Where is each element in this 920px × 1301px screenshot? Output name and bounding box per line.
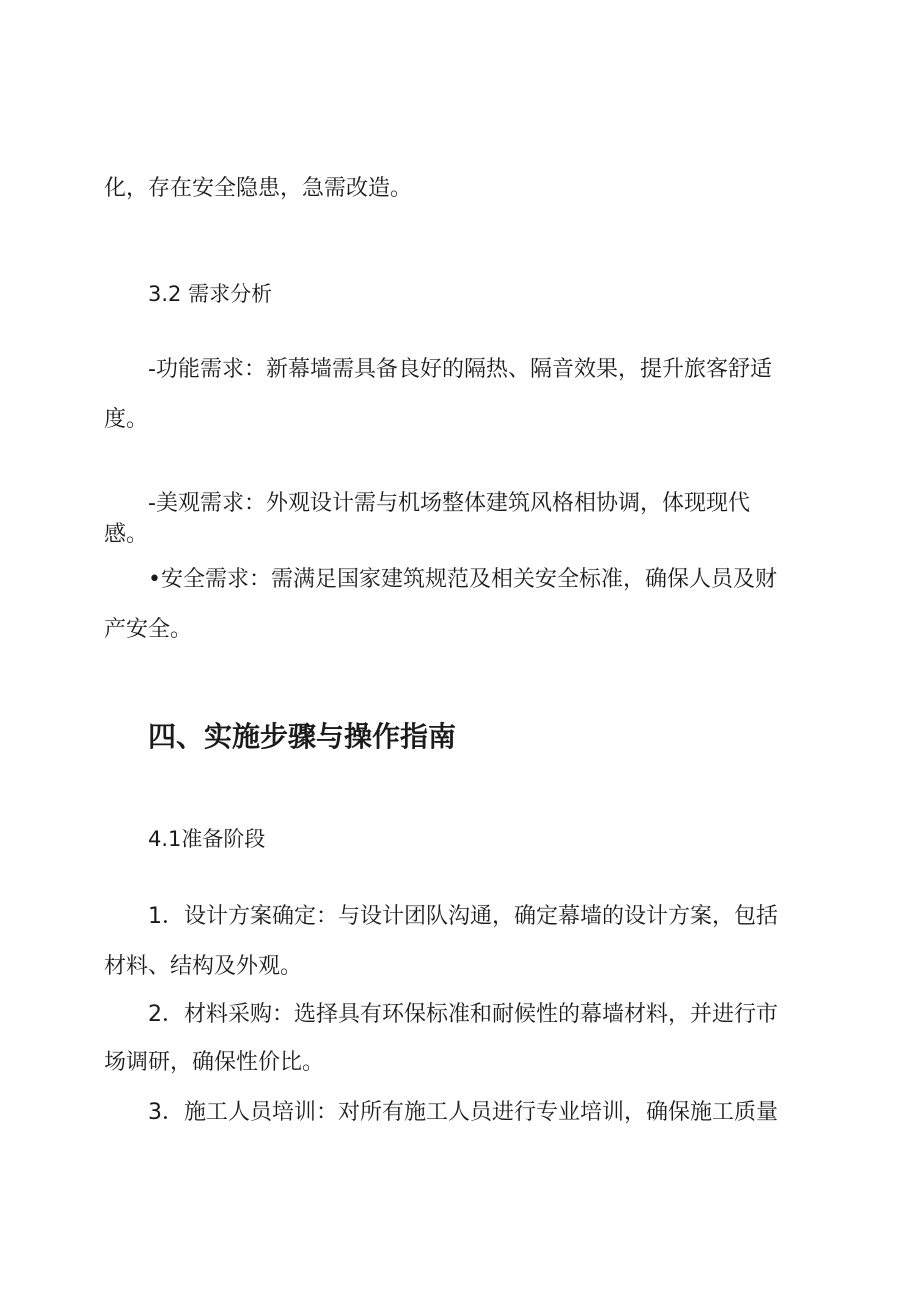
step-3-line: 3．施工人员培训：对所有施工人员进行专业培训，确保施工质量	[148, 1100, 778, 1125]
step-2-line: 2．材料采购：选择具有环保标准和耐候性的幕墙材料，并进行市	[148, 1002, 778, 1027]
step-1-line: 1．设计方案确定：与设计团队沟通，确定幕墙的设计方案，包括	[148, 904, 778, 929]
chapter-heading-4: 四、实施步骤与操作指南	[148, 720, 457, 753]
paragraph-line: 化，存在安全隐患，急需改造。	[104, 176, 413, 201]
safety-requirement-line: •安全需求：需满足国家建筑规范及相关安全标准，确保人员及财	[148, 567, 777, 592]
section-title-3-2: 3.2 需求分析	[148, 282, 273, 306]
functional-requirement-line: -功能需求：新幕墙需具备良好的隔热、隔音效果，提升旅客舒适	[148, 357, 772, 382]
aesthetic-requirement-line-cont: 感。	[104, 522, 149, 547]
safety-requirement-line-cont: 产安全。	[104, 617, 193, 642]
step-2-line-cont: 场调研，确保性价比。	[104, 1050, 325, 1075]
aesthetic-requirement-line: -美观需求：外观设计需与机场整体建筑风格相协调，体现现代	[148, 491, 750, 516]
section-title-4-1: 4.1准备阶段	[148, 827, 266, 851]
step-1-line-cont: 材料、结构及外观。	[104, 954, 303, 979]
functional-requirement-line-cont: 度。	[104, 407, 149, 432]
